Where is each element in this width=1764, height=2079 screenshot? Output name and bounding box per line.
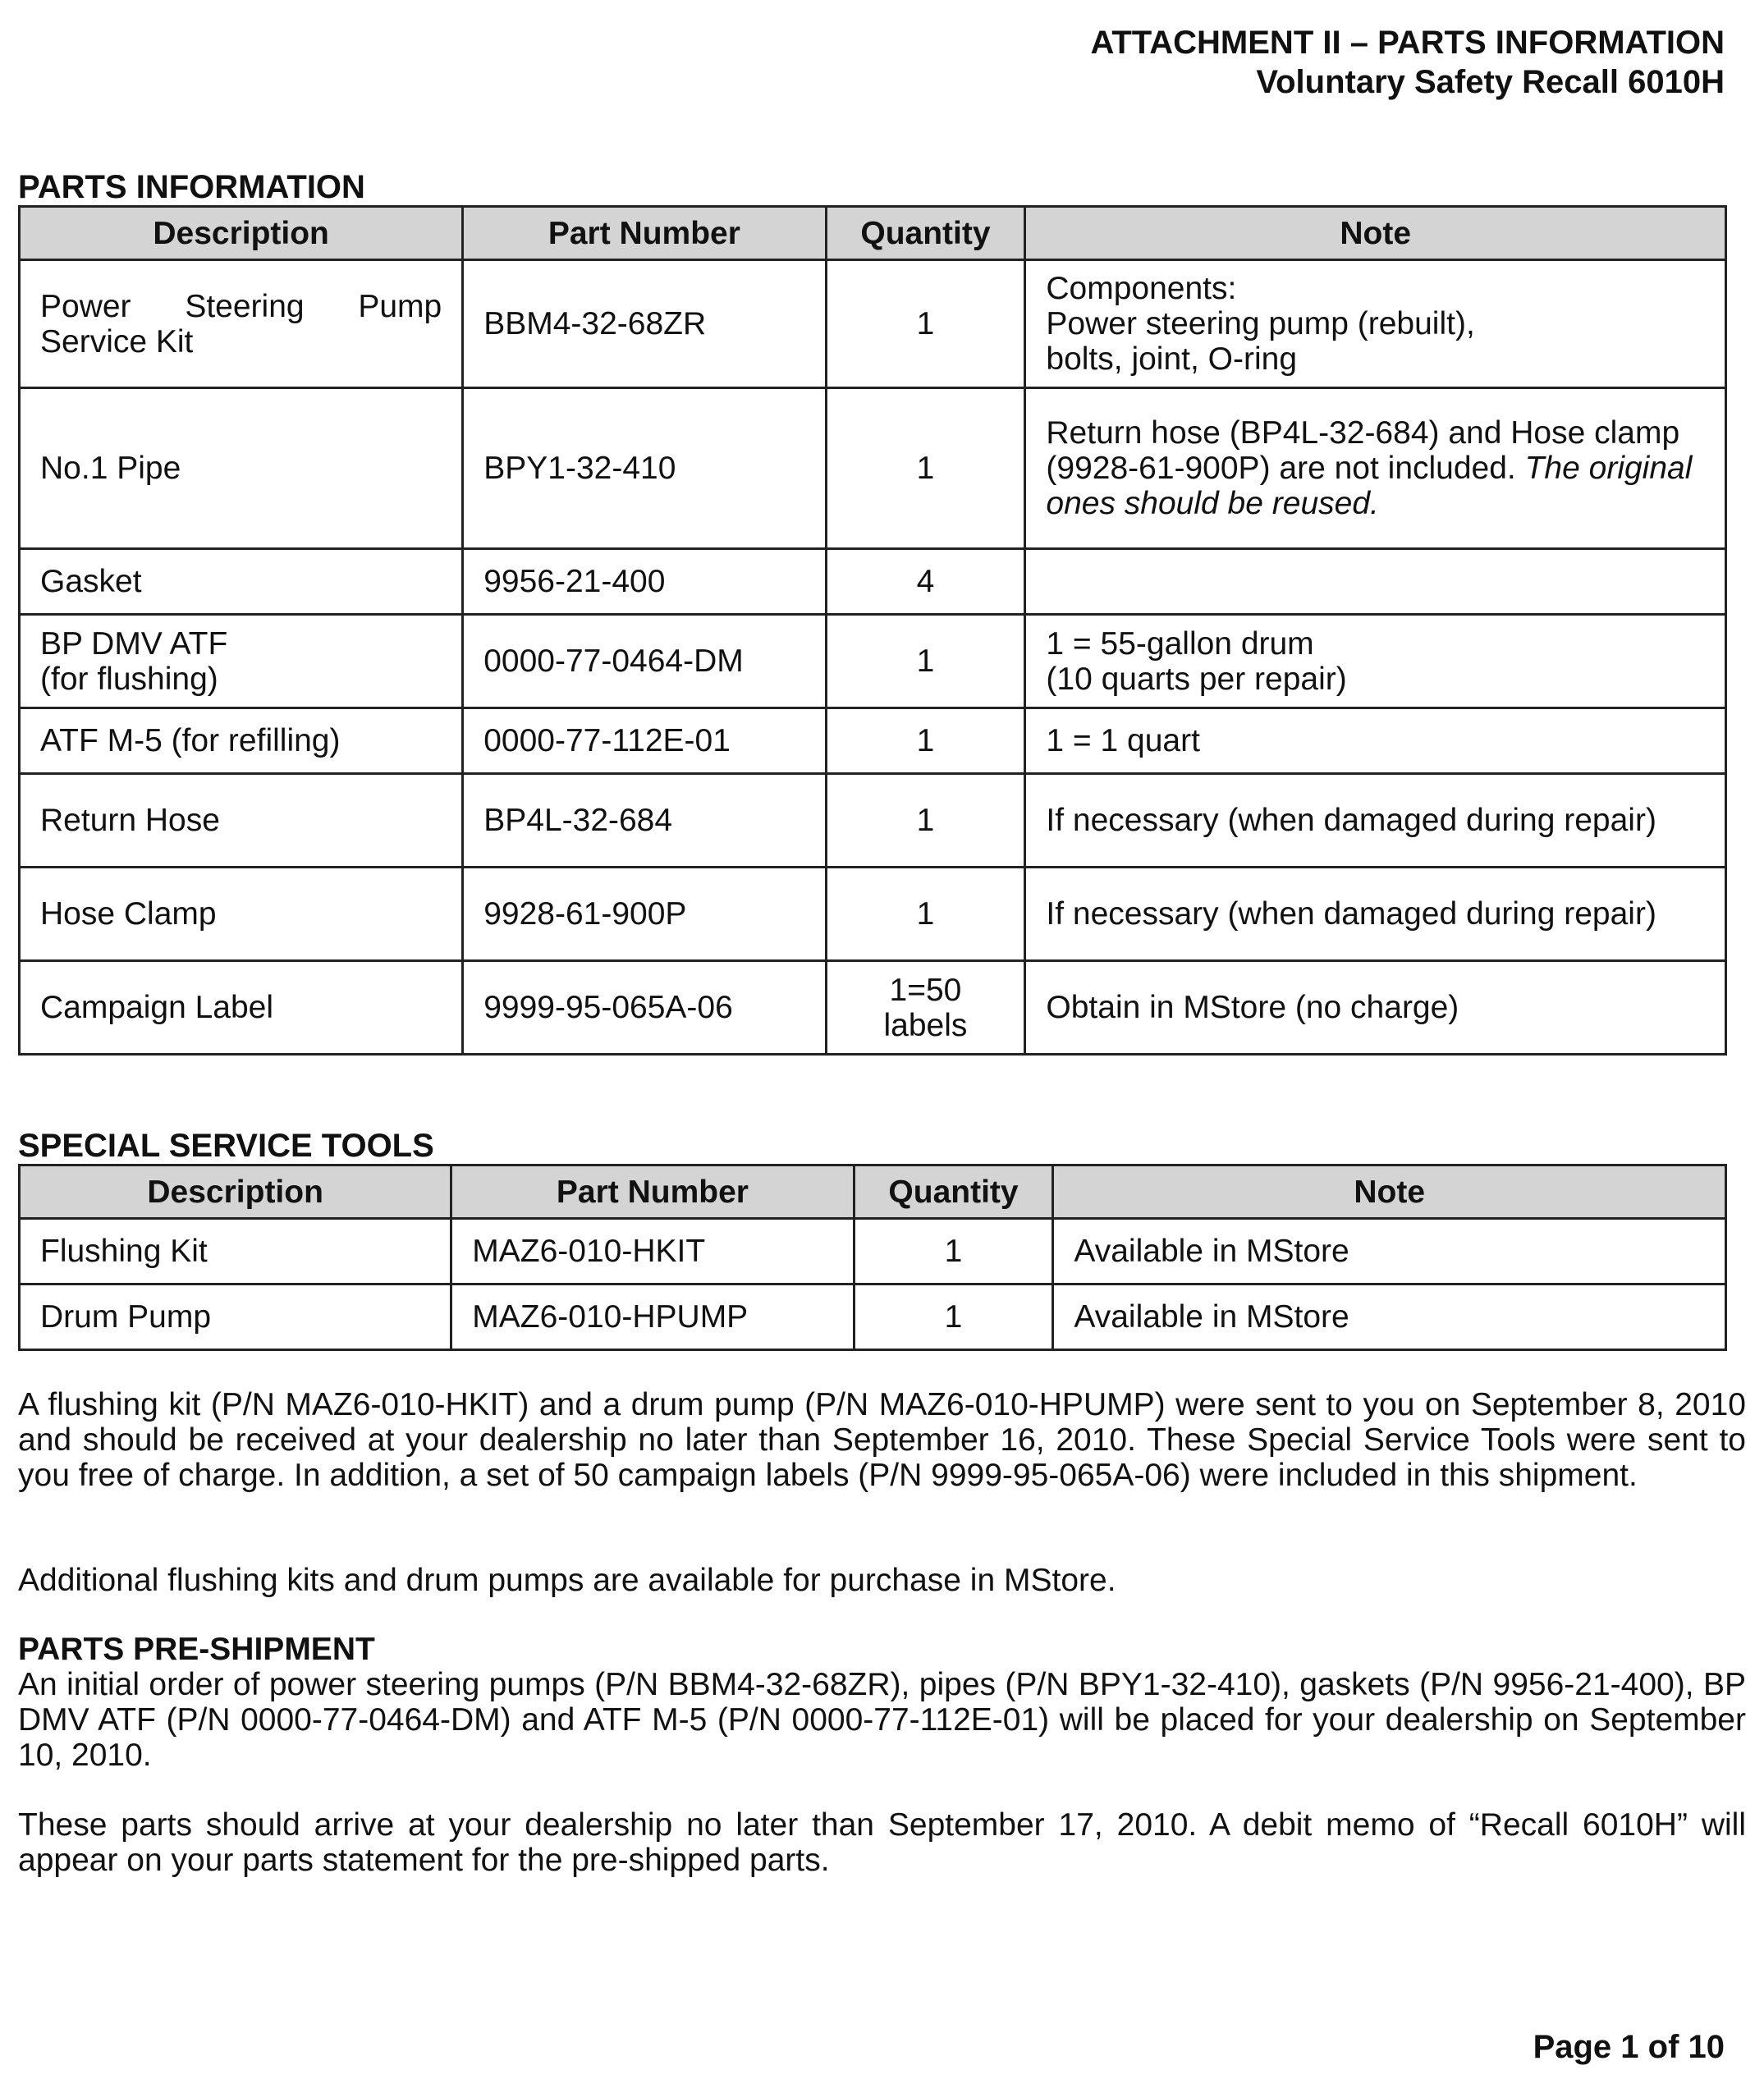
note-cell	[1025, 615, 1726, 708]
quantity-cell	[826, 961, 1025, 1055]
col-note: Note	[1025, 207, 1726, 260]
page-number: Page 1 of 10	[1533, 2029, 1725, 2065]
tools-shipment-paragraph: A flushing kit (P/N MAZ6-010-HKIT) and a drum pump (P/N MAZ6-010-HPUMP) were sent to you on September 8, 2010 and should be received at your dealership no later than September 16, 2010. These Special Service Tools were sent to you free of charge. In addition, a set of 50 campaign labels (P/N 9999-95-065A-06) were included in this shipment.	[18, 1387, 1746, 1493]
pre-shipment-title: PARTS PRE-SHIPMENT	[18, 1632, 375, 1667]
note-line: (10 quarts per repair)	[1046, 661, 1347, 697]
note-text: Return hose (BP4L-32-684) and Hose clamp (9928-61-900P) are not included.	[1046, 415, 1680, 486]
tools-table	[18, 1164, 1727, 1351]
quantity-cell: 4	[826, 549, 1025, 615]
quantity-line: 1=50	[889, 972, 962, 1008]
description-cell: Campaign Label	[20, 961, 463, 1055]
document-header	[1090, 23, 1725, 102]
part-number-cell: BP4L-32-684	[463, 774, 826, 868]
tools-header-row	[20, 1165, 1726, 1219]
additional-tools-paragraph: Additional flushing kits and drum pumps are available for purchase in MStore.	[18, 1563, 1116, 1598]
note-italic-text: The original ones should be reused.	[1046, 451, 1693, 521]
description-cell: Power Steering Pump Service Kit	[20, 260, 463, 388]
note-cell: Available in MStore	[1053, 1284, 1726, 1350]
part-number-cell: 9928-61-900P	[463, 868, 826, 961]
col-part-number: Part Number	[451, 1165, 854, 1219]
description-line: (for flushing)	[40, 661, 218, 697]
quantity-cell: 1	[826, 708, 1025, 774]
col-quantity: Quantity	[854, 1165, 1053, 1219]
col-part-number: Part Number	[463, 207, 826, 260]
quantity-line: labels	[883, 1007, 968, 1043]
note-line: Components:	[1046, 271, 1237, 306]
description-line: BP DMV ATF	[40, 625, 228, 662]
table-row	[20, 708, 1726, 774]
quantity-cell: 1	[826, 260, 1025, 388]
parts-table	[18, 205, 1727, 1056]
part-number-cell: BBM4-32-68ZR	[463, 260, 826, 388]
header-attachment-title: ATTACHMENT II – PARTS INFORMATION	[1090, 25, 1725, 61]
tools-section-title: SPECIAL SERVICE TOOLS	[18, 1128, 434, 1164]
quantity-cell: 1	[826, 774, 1025, 868]
note-line: 1 = 55-gallon drum	[1046, 625, 1314, 662]
table-row	[20, 1284, 1726, 1350]
part-number-cell: 0000-77-112E-01	[463, 708, 826, 774]
description-cell: Drum Pump	[20, 1284, 451, 1350]
description-cell: Flushing Kit	[20, 1219, 451, 1284]
table-row	[20, 549, 1726, 615]
table-row	[20, 615, 1726, 708]
col-description: Description	[20, 1165, 451, 1219]
part-number-cell: 9956-21-400	[463, 549, 826, 615]
description-cell: Return Hose	[20, 774, 463, 868]
note-cell	[1025, 549, 1726, 615]
note-cell: Available in MStore	[1053, 1219, 1726, 1284]
description-cell: Gasket	[20, 549, 463, 615]
quantity-cell: 1	[854, 1219, 1053, 1284]
description-cell: Hose Clamp	[20, 868, 463, 961]
note-line: Power steering pump (rebuilt),	[1046, 306, 1475, 341]
note-cell: Obtain in MStore (no charge)	[1025, 961, 1726, 1055]
note-cell: If necessary (when damaged during repair)	[1025, 774, 1726, 868]
note-cell: If necessary (when damaged during repair)	[1025, 868, 1726, 961]
note-cell	[1025, 388, 1726, 549]
part-number-cell: BPY1-32-410	[463, 388, 826, 549]
description-cell: No.1 Pipe	[20, 388, 463, 549]
part-number-cell: 9999-95-065A-06	[463, 961, 826, 1055]
table-row	[20, 774, 1726, 868]
pre-shipment-section	[18, 1632, 1746, 1773]
quantity-cell: 1	[826, 388, 1025, 549]
note-line: bolts, joint, O-ring	[1046, 341, 1298, 377]
col-quantity: Quantity	[826, 207, 1025, 260]
note-cell: 1 = 1 quart	[1025, 708, 1726, 774]
quantity-cell: 1	[854, 1284, 1053, 1350]
col-description: Description	[20, 207, 463, 260]
description-cell: ATF M-5 (for refilling)	[20, 708, 463, 774]
description-cell	[20, 615, 463, 708]
note-cell	[1025, 260, 1726, 388]
arrival-paragraph: These parts should arrive at your dealership no later than September 17, 2010. A debit memo of “Recall 6010H” will appear on your parts statement for the pre-shipped parts.	[18, 1807, 1746, 1878]
table-row	[20, 1219, 1726, 1284]
header-recall-title: Voluntary Safety Recall 6010H	[1256, 64, 1725, 100]
table-row	[20, 868, 1726, 961]
table-row	[20, 388, 1726, 549]
parts-section-title: PARTS INFORMATION	[18, 169, 365, 205]
col-note: Note	[1053, 1165, 1726, 1219]
part-number-cell: MAZ6-010-HPUMP	[451, 1284, 854, 1350]
table-row	[20, 961, 1726, 1055]
quantity-cell: 1	[826, 868, 1025, 961]
part-number-cell: 0000-77-0464-DM	[463, 615, 826, 708]
quantity-cell: 1	[826, 615, 1025, 708]
table-row	[20, 260, 1726, 388]
parts-header-row	[20, 207, 1726, 260]
part-number-cell: MAZ6-010-HKIT	[451, 1219, 854, 1284]
pre-shipment-paragraph: An initial order of power steering pumps (P/N BBM4-32-68ZR), pipes (P/N BPY1-32-410), gaskets (P/N 9956-21-400), BP DMV ATF (P/N 0000-77-0464-DM) and ATF M-5 (P/N 0000-77-112E-01) will be placed for your dealership on September 10, 2010.	[18, 1667, 1746, 1773]
